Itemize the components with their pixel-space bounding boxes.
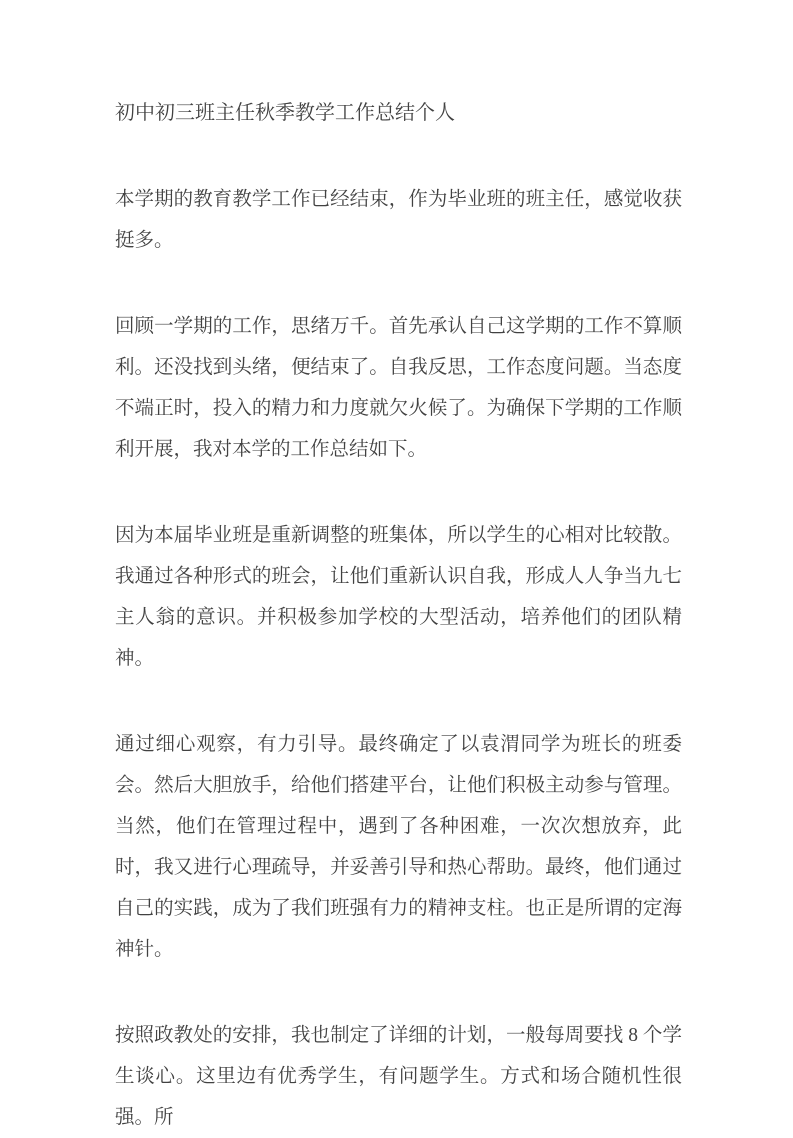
document-title: 初中初三班主任秋季教学工作总结个人 — [115, 102, 455, 124]
document-paragraph: 本学期的教育教学工作已经结束，作为毕业班的班主任，感觉收获挺多。 — [115, 189, 682, 251]
document-body — [115, 179, 682, 1138]
document-paragraph: 通过细心观察，有力引导。最终确定了以袁渭同学为班长的班委会。然后大胆放手，给他们搭建平台，让他们积极主动参与管理。当然，他们在管理过程中，遇到了各种困难，一次次想放弃，此时，我又进行心理疏导，并妥善引导和热心帮助。最终，他们通过自己的实践，成为了我们班强有力的精神支柱。也正是所谓的定海神针。 — [115, 734, 682, 960]
document-paragraph: 按照政教处的安排，我也制定了详细的计划，一般每周要找 8 个学生谈心。这里边有优秀学生，有问题学生。方式和场合随机性很强。所 — [115, 1025, 682, 1128]
document-paragraph: 回顾一学期的工作，思绪万千。首先承认自己这学期的工作不算顺利。还没找到头绪，便结束了。自我反思，工作态度问题。当态度不端正时，投入的精力和力度就欠火候了。为确保下学期的工作顺利开展，我对本学的工作总结如下。 — [115, 316, 682, 460]
document-paragraph: 因为本届毕业班是重新调整的班集体，所以学生的心相对比较散。我通过各种形式的班会，让他们重新认识自我，形成人人争当九七主人翁的意识。并积极参加学校的大型活动，培养他们的团队精神。 — [115, 525, 682, 669]
